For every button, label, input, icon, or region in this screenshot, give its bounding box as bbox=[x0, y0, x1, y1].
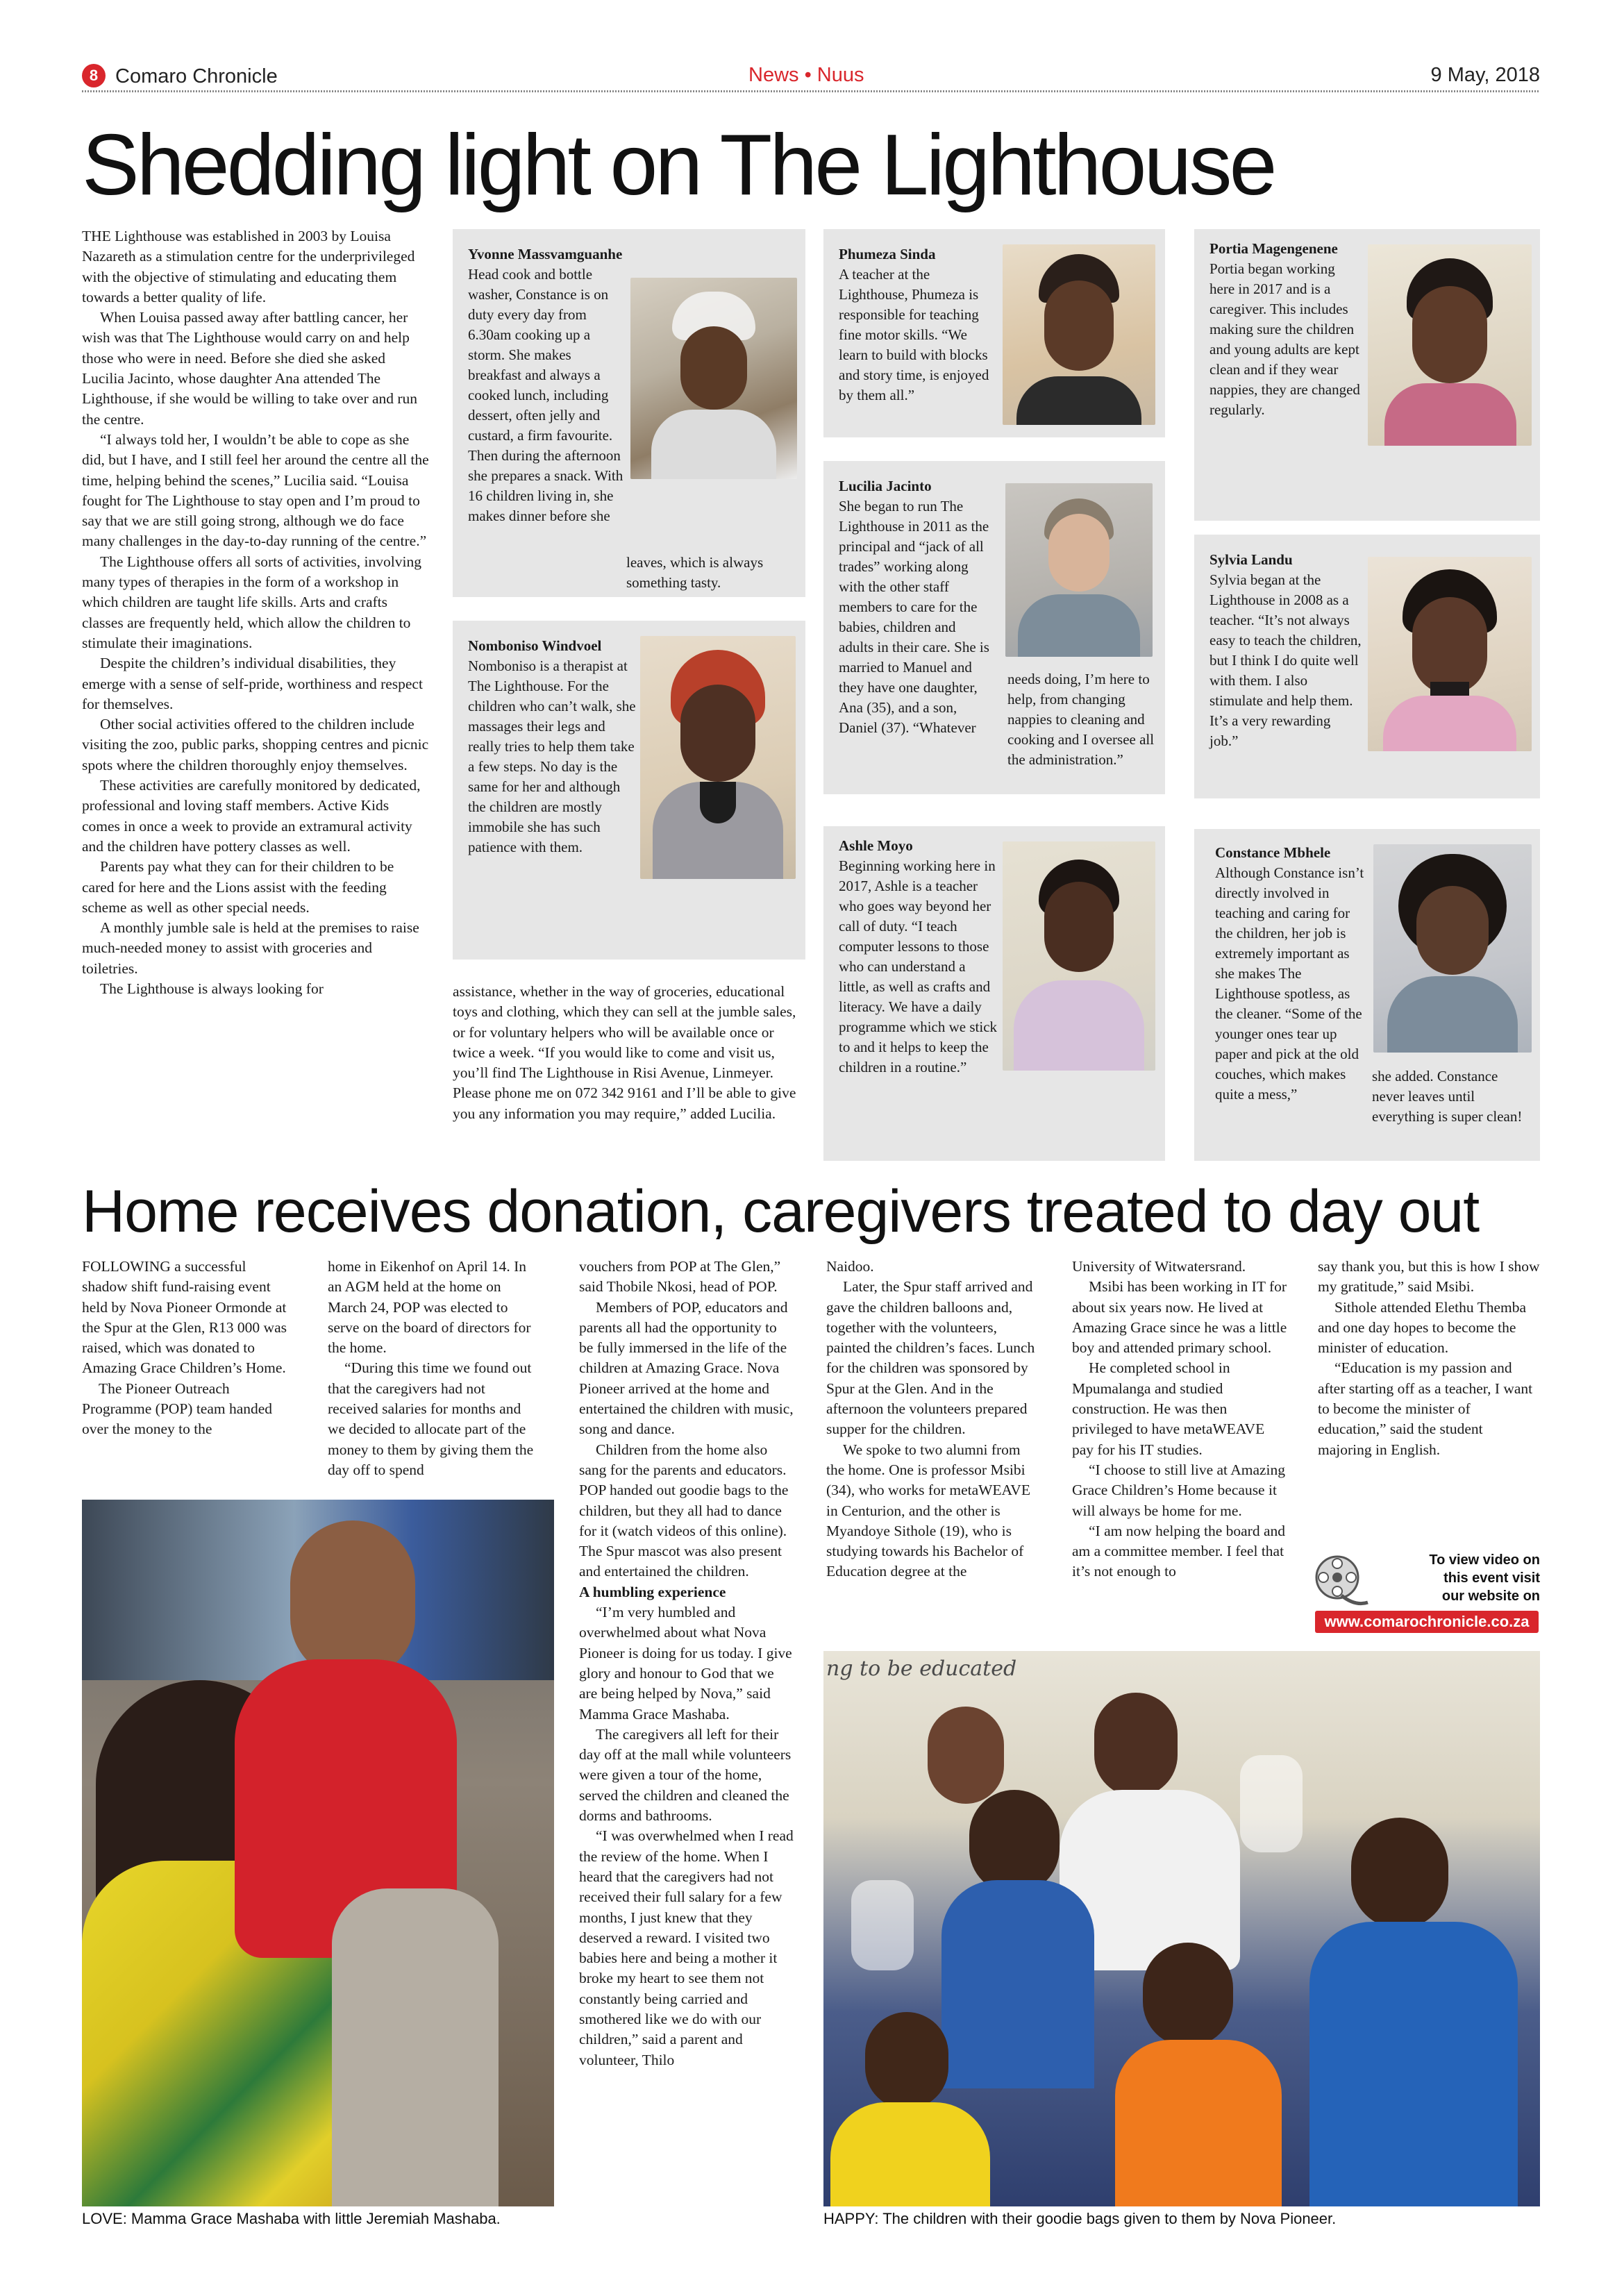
article2-paragraph: He completed school in Mpumalanga and studied construction. He was then privileged to have metaWEAVE pay for his IT studies. bbox=[1072, 1359, 1265, 1458]
video-promo-line: this event visit bbox=[1443, 1570, 1540, 1586]
article2-paragraph: vouchers from POP at The Glen,” said Thobile Nkosi, head of POP. bbox=[579, 1258, 781, 1296]
article2-paragraph: The caregivers all left for their day off at the mall while volunteers were given a tour of the home, served the children and cleaned the dorms and bathrooms. bbox=[579, 1725, 792, 1825]
article2-paragraph: say thank you, but this is how I show my gratitude,” said Msibi. bbox=[1318, 1258, 1540, 1296]
profile-text: A teacher at the Lighthouse, Phumeza is responsible for teaching fine motor skills. “We learn to build with blocks and story time, is enjoyed by them all.” bbox=[839, 266, 989, 403]
profile-box-constance bbox=[1194, 829, 1540, 1161]
article1-paragraph: “I always told her, I wouldn’t be able to cope as she did, but I have, and I still feel her around the centre all the time, helping behind the scenes,” Lucilia said. “Louisa fought for The Lighthouse to stay open and I’m proud to say that we are still going strong, although we do face many challenges in the day-to-day running of the centre.” bbox=[82, 430, 429, 550]
article2-column-3 bbox=[579, 1257, 794, 2070]
article2-paragraph: “During this time we found out that the caregivers had not received salaries for months and we decided to allocate part of the money to them by giving them the day off to spend bbox=[328, 1359, 534, 1478]
profile-tail: needs doing, I’m here to help, from changing nappies to cleaning and cooking and I oversee all the administration.” bbox=[1007, 671, 1155, 768]
profile-box-yvonne bbox=[453, 229, 805, 597]
portrait-photo-yvonne bbox=[630, 278, 797, 479]
article2-paragraph: Members of POP, educators and parents all had the opportunity to be fully immersed in the life of the children at Amazing Grace. Nova Pioneer arrived at the home and entertained the children with music, song and dance. bbox=[579, 1298, 794, 1438]
profile-name: Yvonne Massvamguanhe bbox=[468, 246, 623, 262]
article2-paragraph: “I choose to still live at Amazing Grace Children’s Home because it will always be home for me. bbox=[1072, 1461, 1286, 1519]
profile-box-phumeza bbox=[823, 229, 1165, 437]
profile-text: Sylvia began at the Lighthouse in 2008 as a teacher. “It’s not always easy to teach the children, but I think I do quite well with them. I also stimulate and help them. It’s a very rewarding job.” bbox=[1209, 571, 1362, 749]
website-url-link[interactable]: www.comarochronicle.co.za bbox=[1315, 1611, 1539, 1633]
portrait-photo-portia bbox=[1368, 244, 1532, 446]
profile-name: Constance Mbhele bbox=[1215, 844, 1331, 861]
article2-paragraph: Naidoo. bbox=[826, 1258, 874, 1275]
video-promo-line: our website on bbox=[1441, 1589, 1540, 1604]
portrait-photo-ashle bbox=[1003, 841, 1155, 1071]
article2-paragraph: home in Eikenhof on April 14. In an AGM held at the home on March 24, POP was elected to serve on the board of directors for the home. bbox=[328, 1258, 531, 1357]
video-promo[interactable] bbox=[1311, 1547, 1540, 1644]
profile-text: Head cook and bottle washer, Constance is on duty every day from 6.30am cooking up a storm. She makes breakfast and always a cooked lunch, including dessert, often jelly and custard, a firm favourite. Then during the afternoon she prepares a snack. With 16 children living in, she makes dinner before she bbox=[468, 266, 623, 524]
page-header bbox=[82, 62, 1540, 93]
profile-text: She began to run The Lighthouse in 2011 as the principal and “jack of all trades” working along with the other staff members to care for the babies, children and adults in their care. She is married to Manuel and they have one daughter, Ana (35), and a son, Daniel (37). “Whatever bbox=[839, 498, 989, 736]
profile-name: Sylvia Landu bbox=[1209, 551, 1293, 568]
article1-continuation: assistance, whether in the way of groceries, educational toys and clothing, which they can sell at the jumble sales, or for voluntary helpers who will be available once or twice a week. “If you would like to come and visit us, you’ll find The Lighthouse in Risi Avenue, Linmeyer. Please phone me on 072 342 9161 and I’ll be able to give you any information you may require,” added Lucilia. bbox=[453, 983, 796, 1122]
profile-box-portia bbox=[1194, 229, 1540, 521]
article2-paragraph: We spoke to two alumni from the home. One is professor Msibi (34), who works for metaWEAVE in Centurion, and the other is Myandoye Sithole (19), who is studying towards his Bachelor of Education degree at the bbox=[826, 1441, 1030, 1580]
profile-text: Beginning working here in 2017, Ashle is a teacher who goes way beyond her call of duty. “I teach computer lessons to those who can understand a little, as well as crafts and literacy. We have a daily programme which we stick to and it helps to keep the children in a routine.” bbox=[839, 857, 998, 1075]
profile-box-sylvia bbox=[1194, 535, 1540, 798]
issue-date: 9 May, 2018 bbox=[1430, 64, 1540, 86]
article2-subheading: A humbling experience bbox=[579, 1583, 726, 1600]
page-number-badge: 8 bbox=[82, 64, 106, 87]
header-rule bbox=[82, 90, 1540, 92]
profile-name: Lucilia Jacinto bbox=[839, 478, 932, 494]
article2-column-6 bbox=[1318, 1257, 1540, 1460]
article1-paragraph: The Lighthouse offers all sorts of activities, involving many types of therapies in the form of a workshop in which children are taught life skills. Arts and crafts classes are frequently held, which allow the children to stimulate their imaginations. bbox=[82, 553, 421, 651]
profile-text: Although Constance isn’t directly involved in teaching and caring for the children, her job is extremely important as she makes The Lighthouse spotless, as the cleaner. “Some of the younger ones tear up paper and pick at the old couches, which makes quite a mess,” bbox=[1215, 864, 1364, 1103]
profile-tail: she added. Constance never leaves until everything is super clean! bbox=[1372, 1068, 1523, 1125]
article2-paragraph: Msibi has been working in IT for about six years now. He lived at Amazing Grace since he was a little boy and attended primary school. bbox=[1072, 1278, 1287, 1357]
article1-paragraph: The Lighthouse is always looking for bbox=[100, 980, 324, 997]
article1-paragraph: These activities are carefully monitored by dedicated, professional and loving staff members. Active Kids comes in once a week to provide an extramural activity and the children have pottery classes as well. bbox=[82, 777, 421, 855]
article2-paragraph: “I am now helping the board and am a committee member. I feel that it’s not enough to bbox=[1072, 1522, 1285, 1580]
article2-column-2 bbox=[328, 1257, 536, 1480]
article2-paragraph: “I’m very humbled and overwhelmed about what Nova Pioneer is doing for us today. I give glory and honour to God that we are being helped by Nova,” said Mamma Grace Mashaba. bbox=[579, 1604, 792, 1723]
portrait-photo-constance bbox=[1373, 844, 1532, 1053]
profile-box-nomboniso bbox=[453, 621, 805, 960]
portrait-photo-lucilia bbox=[1005, 483, 1153, 657]
article2-paragraph: Sithole attended Elethu Themba and one day hopes to become the minister of education. bbox=[1318, 1298, 1527, 1357]
portrait-photo-nomboniso bbox=[640, 636, 796, 879]
profile-name: Ashle Moyo bbox=[839, 837, 913, 854]
profile-tail: leaves, which is always something tasty. bbox=[626, 554, 764, 591]
film-reel-icon bbox=[1314, 1554, 1369, 1609]
photo-sign-text: ng to be educated bbox=[826, 1657, 1017, 1681]
article1-paragraph: Parents pay what they can for their children to be cared for here and the Lions assist with the feeding scheme as well as other special needs. bbox=[82, 858, 394, 916]
photo-mamma-grace-and-child bbox=[82, 1500, 554, 2206]
article1-paragraph: When Louisa passed away after battling cancer, her wish was that The Lighthouse would carry on and help those who were in need. Before she died she asked Lucilia Jacinto, whose daughter Ana attended The Lighthouse, if she would be willing to take over and run the centre. bbox=[82, 309, 418, 428]
article2-paragraph: Children from the home also sang for the parents and educators. POP handed out goodie bags to the children, but they all had to dance for it (watch videos of this online). The Spur mascot was also present and entertained the children. bbox=[579, 1441, 789, 1580]
article1-paragraph: THE Lighthouse was established in 2003 by Louisa Nazareth as a stimulation centre for the underprivileged with the objective of stimulating and educating them towards a better quality of life. bbox=[82, 228, 415, 305]
article2-paragraph: “Education is my passion and after starting off as a teacher, I want to become the minister of education,” said the student majoring in English. bbox=[1318, 1359, 1533, 1458]
photo-caption-left: LOVE: Mamma Grace Mashaba with little Jeremiah Mashaba. bbox=[82, 2210, 501, 2227]
article1-paragraph: Other social activities offered to the children include visiting the zoo, public parks, shopping centres and picnic spots where the children thoroughly enjoy themselves. bbox=[82, 716, 429, 773]
photo-children-goodie-bags bbox=[823, 1651, 1540, 2206]
article1-body bbox=[82, 226, 429, 999]
profile-box-lucilia bbox=[823, 461, 1165, 794]
article2-paragraph: “I was overwhelmed when I read the review of the home. When I heard that the caregivers had not received their full salary for a few months, I just knew that they deserved a reward. I visited two babies here and being a mother it broke my heart to see them not constantly being carried and smothered like we do with our children,” said a parent and volunteer, Thilo bbox=[579, 1827, 794, 2068]
article2-paragraph: Later, the Spur staff arrived and gave the children balloons and, together with the volunteers, painted the children’s faces. Lunch for the children was sponsored by Spur at the Glen. And in the afternoon the volunteers prepared supper for the children. bbox=[826, 1278, 1035, 1438]
profile-name: Phumeza Sinda bbox=[839, 246, 936, 262]
article2-paragraph: FOLLOWING a successful shadow shift fund-raising event held by Nova Pioneer Ormonde at the Spur at the Glen, R13 000 was raised, which was donated to Amazing Grace Children’s Home. bbox=[82, 1258, 287, 1377]
section-name: News • Nuus bbox=[748, 64, 864, 86]
article2-paragraph: The Pioneer Outreach Programme (POP) team handed over the money to the bbox=[82, 1380, 273, 1438]
article2-column-4 bbox=[826, 1257, 1041, 1582]
profile-text: Portia began working here in 2017 and is a caregiver. This includes making sure the children and young adults are kept clean and if they wear nappies, they are changed regularly. bbox=[1209, 260, 1360, 418]
profile-box-ashle bbox=[823, 826, 1165, 1161]
portrait-photo-sylvia bbox=[1368, 557, 1532, 751]
profile-text: Nomboniso is a therapist at The Lighthouse. For the children who can’t walk, she massages their legs and really tries to help them take a few steps. No day is the same for her and although the children are mostly immobile she has such patience with them. bbox=[468, 657, 636, 855]
article2-column-1 bbox=[82, 1257, 290, 1440]
article1-paragraph: A monthly jumble sale is held at the premises to raise much-needed money to assist with groceries and toiletries. bbox=[82, 919, 419, 977]
article2-headline: Home receives donation, caregivers treated to day out bbox=[82, 1178, 1480, 1245]
portrait-photo-phumeza bbox=[1003, 244, 1155, 425]
article2-paragraph: University of Witwatersrand. bbox=[1072, 1258, 1246, 1275]
profile-name: Portia Magengenene bbox=[1209, 240, 1338, 257]
video-promo-line: To view video on bbox=[1429, 1552, 1540, 1568]
article1-headline: Shedding light on The Lighthouse bbox=[82, 117, 1275, 213]
publication-name: Comaro Chronicle bbox=[115, 65, 278, 87]
photo-caption-right: HAPPY: The children with their goodie bags given to them by Nova Pioneer. bbox=[823, 2210, 1337, 2227]
article1-paragraph: Despite the children’s individual disabilities, they emerge with a sense of self-pride, worthiness and respect for themselves. bbox=[82, 655, 423, 712]
article2-column-5 bbox=[1072, 1257, 1287, 1582]
profile-name: Nomboniso Windvoel bbox=[468, 637, 602, 654]
